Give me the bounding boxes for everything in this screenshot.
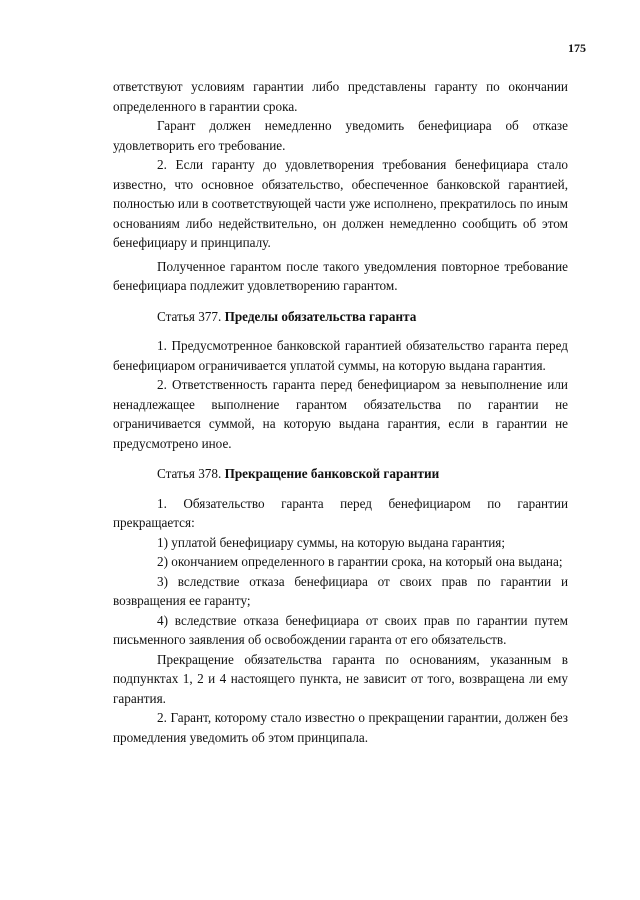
paragraph: Полученное гарантом после такого уведомления повторное требование бенефициара подлежит удовлетворению гарантом. bbox=[113, 258, 568, 293]
page-number: 175 bbox=[568, 41, 586, 55]
paragraph: 2. Ответственность гаранта перед бенефициаром за невыполнение или ненадлежащее выполнение гарантом обязательства по гарантии не ограничивается суммой, на которую выдана гарантия, если в гарантии не предусмотрено иное. bbox=[113, 377, 568, 451]
list-item: 2) окончанием определенного в гарантии срока, на который она выдана; bbox=[157, 554, 563, 569]
paragraph-continuation: ответствуют условиям гарантии либо представлены гаранту по окончании определенного в гарантии срока. bbox=[113, 79, 568, 114]
list-item: 1) уплатой бенефициару суммы, на которую выдана гарантия; bbox=[157, 534, 506, 550]
paragraph: 1. Обязательство гаранта перед бенефициаром по гарантии прекращается: bbox=[113, 495, 568, 530]
article-377-title: Пределы обязательства гаранта bbox=[224, 308, 417, 324]
list-item: 3) вследствие отказа бенефициара от своих прав по гарантии и возвращения ее гаранту; bbox=[113, 573, 568, 608]
document-body bbox=[113, 77, 568, 747]
article-378-heading bbox=[113, 464, 568, 484]
list-item: 4) вследствие отказа бенефициара от своих прав по гарантии путем письменного заявления об освобождении гаранта от его обязательств. bbox=[113, 612, 568, 647]
article-378-label: Статья 378. bbox=[157, 466, 222, 481]
paragraph: Прекращение обязательства гаранта по основаниям, указанным в подпунктах 1, 2 и 4 настоящего пункта, не зависит от того, возвращена ли ему гарантия. bbox=[113, 651, 568, 706]
paragraph: 2. Если гаранту до удовлетворения требования бенефициара стало известно, что основное обязательство, обеспеченное банковской гарантией, полностью или в соответствующей части уже исполнено, прекратилось по иным основаниям либо недействительно, он должен немедленно сообщить об этом бенефициару и принципалу. bbox=[113, 157, 568, 250]
paragraph: 1. Предусмотренное банковской гарантией обязательство гаранта перед бенефициаром ограничивается уплатой суммы, на которую выдана гарантия. bbox=[113, 338, 568, 373]
article-377-label: Статья 377. bbox=[157, 308, 222, 324]
article-377-heading bbox=[113, 307, 568, 327]
paragraph: 2. Гарант, которому стало известно о прекращении гарантии, должен без промедления уведомить об этом принципала. bbox=[113, 710, 568, 745]
paragraph: Гарант должен немедленно уведомить бенефициара об отказе удовлетворить его требование. bbox=[113, 118, 568, 153]
article-378-title: Прекращение банковской гарантии bbox=[224, 466, 440, 481]
